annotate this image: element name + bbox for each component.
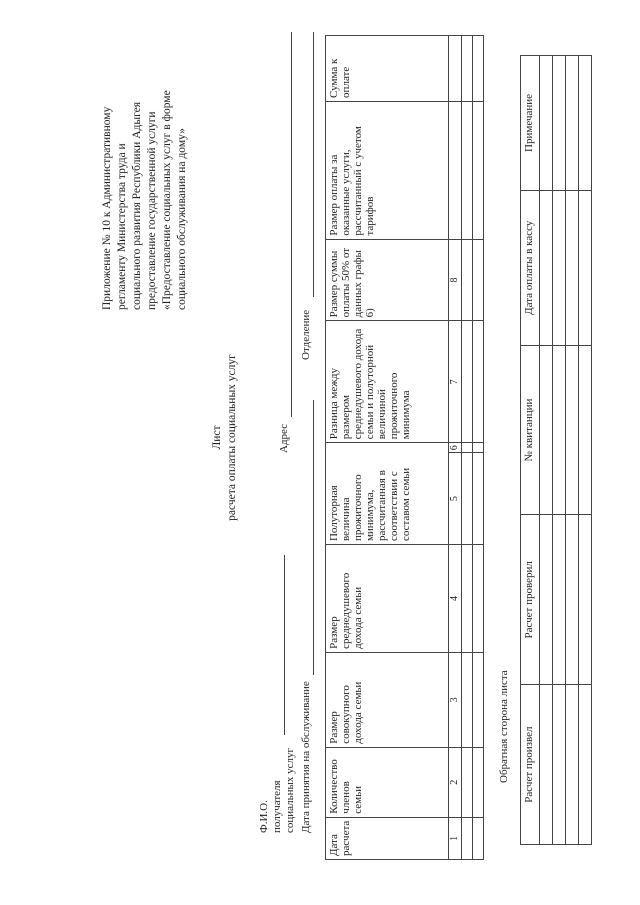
date-field-line[interactable] — [313, 400, 314, 675]
department-label: Отделение — [300, 309, 312, 360]
back-header-calculated-by: Расчет произвел — [521, 685, 540, 845]
back-side-table — [520, 55, 592, 845]
table-cell[interactable] — [473, 817, 484, 859]
back-header-payment-date: Дата оплаты в кассу — [521, 190, 540, 345]
annex-line: «Предоставление социальных услуг в форме — [161, 90, 173, 310]
table-cell[interactable] — [473, 545, 484, 653]
department-field-line[interactable] — [313, 32, 314, 297]
header-total-income: Размер совокупного дохода семьи — [326, 652, 449, 747]
header-payment-tariff: Размер оплаты за оказанные услуги, рассчитанный с учетом тарифов — [326, 101, 449, 239]
table-cell[interactable] — [579, 345, 592, 515]
back-header-row — [521, 56, 540, 845]
header-average-income: Размер среднедушевого дохода семьи — [326, 545, 449, 653]
column-number: 6 — [449, 443, 462, 453]
table-row — [462, 36, 473, 860]
address-field-line[interactable] — [291, 32, 292, 417]
recipient-label: получателя — [271, 780, 283, 833]
back-header-receipt-number: № квитанции — [521, 345, 540, 515]
back-side-title: Обратная сторона листа — [498, 670, 510, 783]
back-header-checked-by: Расчет проверил — [521, 515, 540, 685]
table-cell[interactable] — [540, 515, 553, 685]
header-sum-to-pay: Сумма к оплате — [326, 36, 449, 102]
table-cell[interactable] — [473, 321, 484, 443]
fio-field-line[interactable] — [284, 555, 285, 735]
table-cell[interactable] — [566, 56, 579, 191]
table-cell[interactable] — [540, 190, 553, 345]
back-header-note: Примечание — [521, 56, 540, 191]
table-cell[interactable] — [553, 56, 566, 191]
column-number: 2 — [449, 747, 462, 817]
table-cell[interactable] — [540, 56, 553, 191]
table-cell[interactable] — [553, 190, 566, 345]
table-cell[interactable] — [579, 685, 592, 845]
table-cell[interactable] — [462, 443, 473, 453]
table-cell[interactable] — [462, 747, 473, 817]
table-cell[interactable] — [566, 685, 579, 845]
table-cell[interactable] — [473, 443, 484, 453]
column-number: 5 — [449, 453, 462, 545]
table-header-row — [326, 36, 449, 860]
document-title — [210, 0, 240, 905]
table-cell[interactable] — [553, 515, 566, 685]
table-row — [540, 56, 553, 845]
header-subsistence-minimum: Полуторная величина прожиточного минимума, рассчитанная в соответствии с составом семьи — [326, 443, 449, 545]
column-number: 8 — [449, 239, 462, 321]
header-payment-50: Размер суммы оплаты 50% от данных графы 6) — [326, 239, 449, 321]
column-number: 4 — [449, 545, 462, 653]
table-cell[interactable] — [579, 515, 592, 685]
table-row — [566, 56, 579, 845]
table-cell[interactable] — [462, 817, 473, 859]
table-cell[interactable] — [473, 453, 484, 545]
table-cell[interactable] — [540, 345, 553, 515]
title-line-2: расчета оплаты социальных услуг — [226, 354, 238, 521]
table-cell[interactable] — [566, 345, 579, 515]
calculation-table — [325, 35, 484, 860]
header-difference: Разница между размером среднедушевого дохода семьи и полуторной величиной прожиточного минимума — [326, 321, 449, 443]
recipient-block — [258, 748, 297, 833]
table-cell[interactable] — [566, 190, 579, 345]
column-number: 3 — [449, 652, 462, 747]
title-line-1: Лист — [211, 425, 223, 450]
table-cell[interactable] — [553, 685, 566, 845]
table-row — [579, 56, 592, 845]
table-cell[interactable] — [462, 36, 473, 102]
column-number-empty — [449, 36, 462, 102]
annex-line: регламенту Министерства труда и — [116, 143, 128, 310]
fio-label: Ф.И.О. — [258, 800, 270, 833]
table-cell[interactable] — [566, 515, 579, 685]
table-cell[interactable] — [579, 56, 592, 191]
table-cell[interactable] — [540, 685, 553, 845]
table-row — [553, 56, 566, 845]
table-cell[interactable] — [462, 545, 473, 653]
table-cell[interactable] — [553, 345, 566, 515]
annex-header — [100, 20, 190, 310]
table-number-row — [449, 36, 462, 860]
table-cell[interactable] — [473, 36, 484, 102]
table-cell[interactable] — [473, 652, 484, 747]
table-cell[interactable] — [473, 101, 484, 239]
column-number: 7 — [449, 321, 462, 443]
header-date: Дата расчета — [326, 817, 449, 859]
table-cell[interactable] — [462, 101, 473, 239]
address-label: Адрес — [278, 423, 290, 453]
annex-line: предоставление государственной услуги — [146, 111, 158, 310]
date-label: Дата принятия на обслуживание — [300, 681, 312, 833]
annex-line: социального развития Республики Адыгея — [131, 101, 143, 310]
header-family-members: Количество членов семьи — [326, 747, 449, 817]
annex-line: Приложение № 10 к Административному — [101, 106, 113, 310]
table-cell[interactable] — [462, 453, 473, 545]
column-number-empty — [449, 101, 462, 239]
social-services-label: социальных услуг — [284, 747, 296, 833]
table-cell[interactable] — [473, 239, 484, 321]
table-cell[interactable] — [462, 239, 473, 321]
table-cell[interactable] — [462, 652, 473, 747]
table-row — [473, 36, 484, 860]
table-cell[interactable] — [462, 321, 473, 443]
annex-line: социального обслуживания на дому» — [176, 128, 188, 310]
table-cell[interactable] — [473, 747, 484, 817]
table-cell[interactable] — [579, 190, 592, 345]
column-number: 1 — [449, 817, 462, 859]
